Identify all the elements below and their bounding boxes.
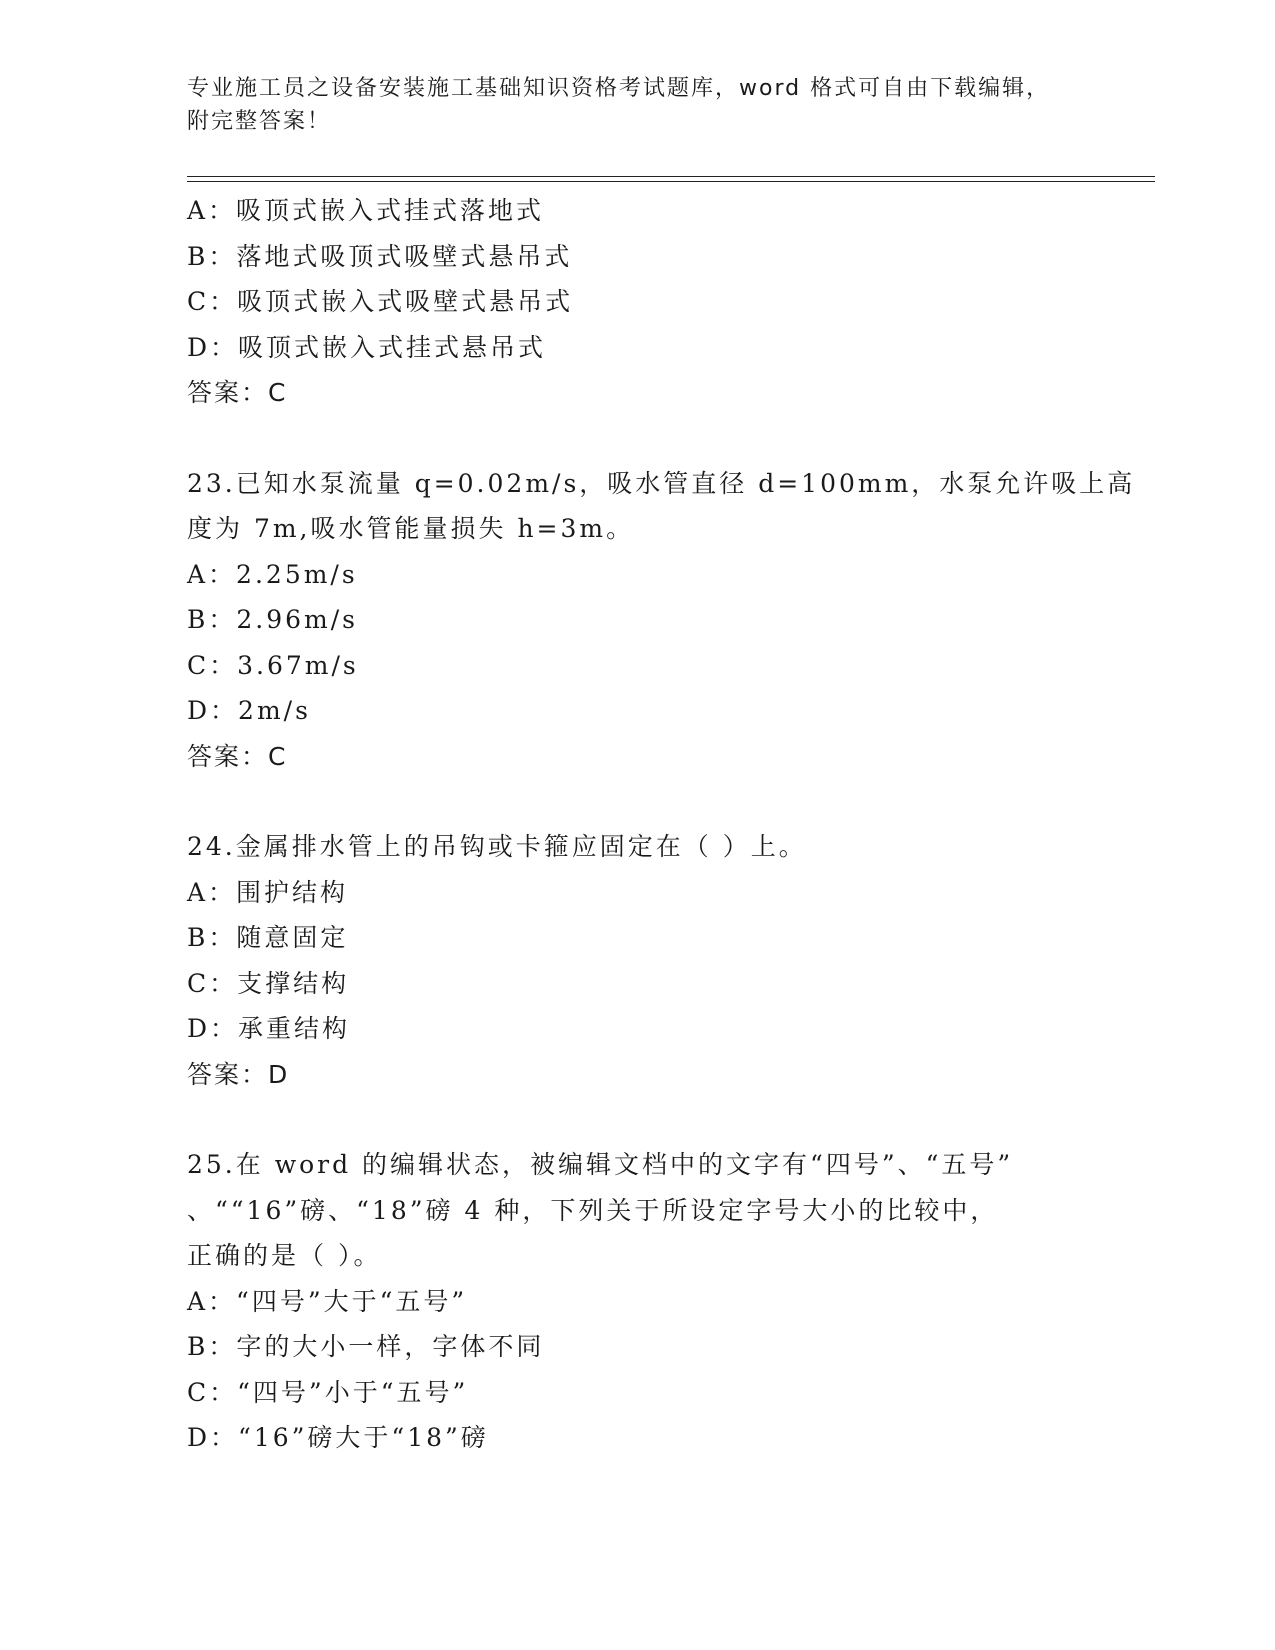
question-stem-line: 、““16”磅、“18”磅 4 种，下列关于所设定字号大小的比较中，	[187, 1195, 999, 1225]
header-divider-top	[187, 176, 1155, 177]
option-c: C：支撑结构	[187, 968, 350, 998]
question-22	[187, 188, 1087, 416]
option-d: D：“16”磅大于“18”磅	[187, 1423, 489, 1452]
document-header	[187, 72, 1087, 138]
option-a: A：吸顶式嵌入式挂式落地式	[187, 196, 545, 225]
option-b: B：随意固定	[187, 923, 349, 952]
header-divider-bottom	[187, 181, 1155, 182]
option-a: A：“四号”大于“五号”	[187, 1286, 468, 1316]
option-a: A：围护结构	[187, 877, 349, 907]
question-stem-line: 25.在 word 的编辑状态，被编辑文档中的文字有“四号”、“五号”	[187, 1150, 1014, 1179]
question-23	[187, 461, 1136, 780]
question-stem-line: 度为 7m,吸水管能量损失 h=3m。	[187, 514, 635, 543]
question-stem-line: 23.已知水泵流量 q=0.02m/s，吸水管直径 d=100mm，水泵允许吸上高	[187, 468, 1136, 498]
answer: 答案：D	[187, 1059, 290, 1089]
option-d: D：承重结构	[187, 1014, 351, 1043]
header-line-1: 专业施工员之设备安装施工基础知识资格考试题库，word 格式可自由下载编辑，	[187, 76, 1051, 101]
option-c: C：“四号”小于“五号”	[187, 1377, 469, 1407]
option-c: C：3.67m/s	[187, 650, 359, 680]
answer: 答案：C	[187, 741, 288, 771]
question-24	[187, 824, 1087, 1097]
option-b: B：2.96m/s	[187, 605, 358, 634]
question-list	[187, 188, 1136, 1461]
option-b: B：落地式吸顶式吸壁式悬吊式	[187, 241, 573, 271]
answer: 答案：C	[187, 378, 288, 407]
option-b: B：字的大小一样，字体不同	[187, 1332, 545, 1361]
header-line-2: 附完整答案！	[187, 109, 332, 134]
question-25	[187, 1142, 1087, 1461]
option-d: D：2m/s	[187, 696, 311, 725]
question-stem-line: 24.金属排水管上的吊钩或卡箍应固定在（ ）上。	[187, 832, 807, 861]
option-a: A：2.25m/s	[187, 559, 358, 589]
question-stem-line: 正确的是（ ）。	[187, 1241, 382, 1270]
option-c: C：吸顶式嵌入式吸壁式悬吊式	[187, 287, 574, 316]
option-d: D：吸顶式嵌入式挂式悬吊式	[187, 332, 547, 362]
